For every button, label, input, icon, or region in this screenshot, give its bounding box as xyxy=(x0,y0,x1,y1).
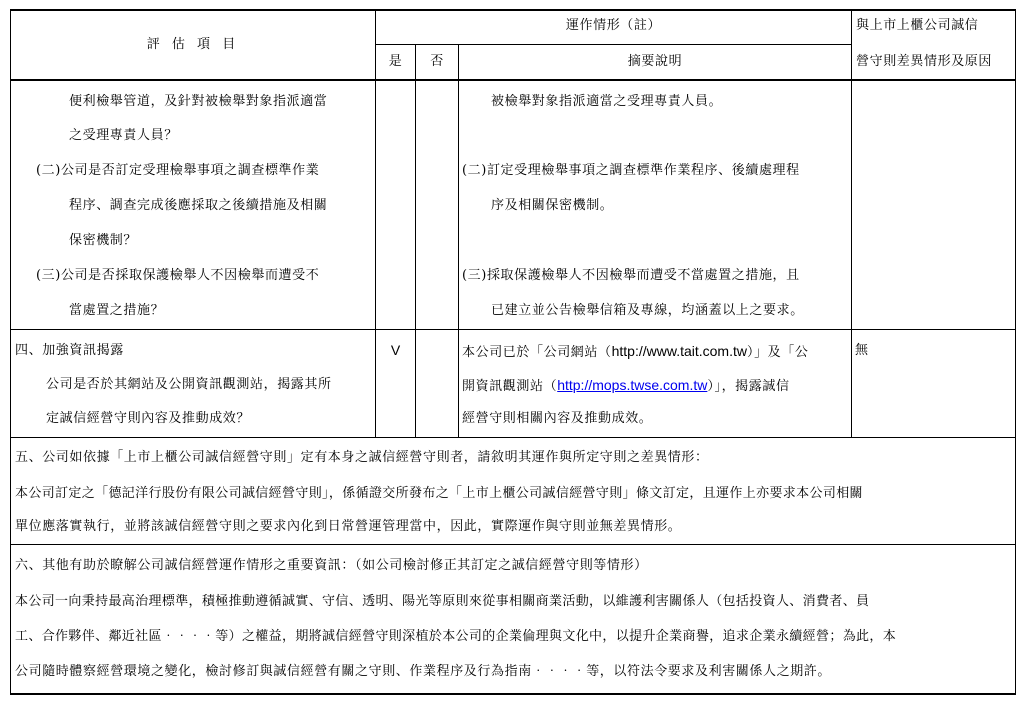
row2-eval-line: 公司是否於其網站及公開資訊觀測站，揭露其所 xyxy=(46,377,332,392)
col-divider-yes xyxy=(415,44,416,438)
row2-summary-text: 本公司已於「公司網站（ xyxy=(462,345,612,360)
header-eval-item: 評 估 項 目 xyxy=(146,37,240,52)
row1-summary-line: 已建立並公告檢舉信箱及專線，均涵蓋以上之要求。 xyxy=(491,303,804,318)
col-divider-diff xyxy=(851,9,852,438)
row1-eval-line: 保密機制？ xyxy=(69,233,138,248)
header-diff-line-2: 營守則差異情形及原因 xyxy=(856,54,993,69)
row2-eval-heading: 四、加強資訊揭露 xyxy=(15,343,124,358)
section5-line: 單位應落實執行，並將該誠信經營守則之要求內化到日常營運管理當中，因此，實際運作與守則並無差異情形。 xyxy=(15,519,682,534)
row1-summary-line: 序及相關保密機制。 xyxy=(491,198,614,213)
row-divider-1 xyxy=(10,329,1016,330)
row1-eval-line: (三)公司是否採取保護檢舉人不因檢舉而遭受不 xyxy=(36,268,320,283)
section6-line: 本公司一向秉持最高治理標準，積極推動遵循誠實、守信、透明、陽光等原則來從事相關商業活動，以維護利害關係人（包括投資人、消費者、員 xyxy=(15,594,870,609)
row1-eval-line: (二)公司是否訂定受理檢舉事項之調查標準作業 xyxy=(36,163,320,178)
table-border-right xyxy=(1015,9,1016,695)
row2-summary-text: ）」，揭露誠信 xyxy=(707,379,790,394)
table-border-left xyxy=(10,9,11,695)
row2-yes-check: V xyxy=(390,342,401,358)
row2-summary-line-2 xyxy=(462,377,790,395)
col-divider-eval xyxy=(375,9,376,438)
header-summary: 摘要說明 xyxy=(627,54,683,69)
row2-summary-text: 開資訊觀測站（ xyxy=(462,379,558,394)
section-divider xyxy=(10,544,1016,545)
row1-summary-line: (二)訂定受理檢舉事項之調查標準作業程序、後續處理程 xyxy=(462,163,800,178)
row2-eval-line: 定誠信經營守則內容及推動成效？ xyxy=(46,411,251,426)
row1-eval-line: 程序、調查完成後應採取之後續措施及相關 xyxy=(69,198,328,213)
row2-summary-text: ）」及「公 xyxy=(746,345,809,360)
header-no: 否 xyxy=(430,54,444,69)
mops-link[interactable]: http://mops.twse.com.tw xyxy=(557,377,708,393)
header-yes: 是 xyxy=(388,54,403,69)
col-divider-no xyxy=(458,44,459,438)
row1-summary-line: (三)採取保護檢舉人不因檢舉而遭受不當處置之措施，且 xyxy=(462,268,800,283)
header-subdivider xyxy=(376,44,851,45)
company-website-url: http://www.tait.com.tw xyxy=(611,343,747,359)
section5-line: 本公司訂定之「德記洋行股份有限公司誠信經營守則」，係循證交所發布之「上市上櫃公司誠信經營守則」條文訂定，且運作上亦要求本公司相關 xyxy=(15,486,863,501)
header-operation: 運作情形（註） xyxy=(565,18,662,33)
section6-heading: 六、其他有助於瞭解公司誠信經營運作情形之重要資訊：（如公司檢討修正其訂定之誠信經營守則等情形） xyxy=(15,558,648,573)
table-border-bottom xyxy=(10,693,1016,695)
row-divider-2 xyxy=(10,437,1016,438)
row2-summary-line-3: 經營守則相關內容及推動成效。 xyxy=(462,411,653,426)
row2-diff-value: 無 xyxy=(855,343,869,358)
row2-summary-line-1 xyxy=(462,343,809,361)
row1-eval-line: 當處置之措施？ xyxy=(69,303,165,318)
section5-heading: 五、公司如依據「上市上櫃公司誠信經營守則」定有本身之誠信經營守則者，請敘明其運作與所定守則之差異情形： xyxy=(15,450,709,465)
header-diff-line-1: 與上市上櫃公司誠信 xyxy=(856,18,979,33)
section6-line: 工、合作夥伴、鄰近社區‧‧‧‧等）之權益，期將誠信經營守則深植於本公司的企業倫理與文化中，以提升企業商譽，追求企業永續經營；為此，本 xyxy=(15,629,897,644)
section6-line: 公司隨時體察經營環境之變化，檢討修訂與誠信經營有關之守則、作業程序及行為指南‧‧‧‧等，以符法令要求及利害關係人之期許。 xyxy=(15,664,832,679)
row1-eval-line: 之受理專責人員？ xyxy=(69,128,178,143)
header-bottom-line xyxy=(10,79,1016,81)
row1-eval-line: 便利檢舉管道，及針對被檢舉對象指派適當 xyxy=(69,94,328,109)
row1-summary-line: 被檢舉對象指派適當之受理專責人員。 xyxy=(491,94,723,109)
table-border-top xyxy=(10,9,1016,11)
